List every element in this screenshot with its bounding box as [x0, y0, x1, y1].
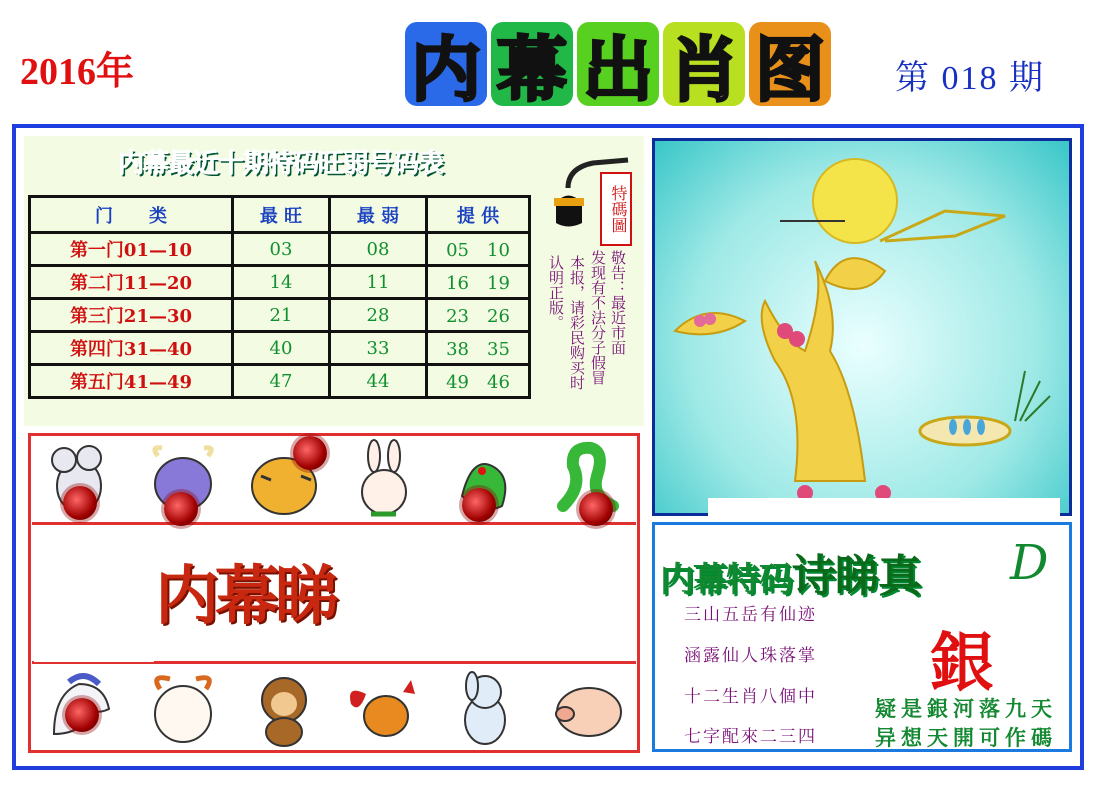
title-char: 肖 [663, 22, 745, 106]
stamp-label: 特碼圖 [600, 172, 632, 246]
poem-line: 七字配來二三四 [684, 727, 817, 747]
tree-moon-illustration [655, 141, 1069, 513]
ox-icon [140, 436, 226, 522]
gate-cell: 第五门41—49 [30, 365, 233, 398]
cold-cell: 08 [330, 233, 427, 266]
marker-dot [293, 436, 327, 470]
decorative-letter: D [1010, 535, 1049, 591]
year-label: 2016年 [20, 51, 135, 93]
table-row [30, 365, 530, 398]
notice-text: 本报，请彩民购买时 [568, 255, 586, 390]
notice-text: 敬告：最近市面 [609, 250, 627, 355]
poem-line: 三山五岳有仙迹 [684, 605, 817, 625]
gate-cell: 第一门01—10 [30, 233, 233, 266]
gate-cell: 第三门21—30 [30, 299, 233, 332]
hot-cold-table [28, 195, 531, 399]
zodiac-row-top [32, 436, 636, 522]
page-title [405, 22, 831, 111]
poem-line: 涵露仙人珠落掌 [684, 646, 817, 666]
poem-title-big: 诗睇真 [792, 551, 921, 602]
poem-title-small: 内幕特码 [660, 560, 792, 600]
cold-cell: 44 [330, 365, 427, 398]
title-char: 图 [749, 22, 831, 106]
banner-text: 内幕睇 [155, 560, 335, 634]
poem-side-line: 疑是銀河落九天 [875, 697, 1057, 721]
column-header: 提 供 [427, 197, 530, 233]
rooster-icon [341, 664, 427, 750]
provide-cell: 49 46 [427, 365, 530, 398]
title-char: 内 [405, 22, 487, 106]
table-row [30, 233, 530, 266]
poem-title [660, 540, 921, 604]
gate-cell: 第四门31—40 [30, 332, 233, 365]
hot-cell: 21 [233, 299, 330, 332]
table-title: 内幕最近十期特码旺弱号码表 [118, 149, 444, 179]
goat-icon [140, 664, 226, 750]
poem-line: 十二生肖八個中 [684, 687, 817, 707]
provide-cell: 05 10 [427, 233, 530, 266]
table-row [30, 332, 530, 365]
rabbit-icon [341, 436, 427, 522]
rat-icon [39, 436, 125, 522]
issue-number: 第 018 期 [895, 60, 1045, 97]
hot-cell: 47 [233, 365, 330, 398]
riddle-picture [652, 138, 1072, 516]
blank-area [34, 528, 154, 662]
title-char: 幕 [491, 22, 573, 106]
blank-area [312, 528, 630, 660]
provide-cell: 23 26 [427, 299, 530, 332]
notice-text: 认明正版。 [547, 255, 565, 330]
provide-cell: 38 35 [427, 332, 530, 365]
caption-strip [708, 498, 1060, 520]
table-header-row [30, 197, 530, 233]
snake-icon [543, 436, 629, 522]
column-header: 门 类 [30, 197, 233, 233]
table-row [30, 266, 530, 299]
dog-icon [442, 664, 528, 750]
poem-side-line: 异想天開可作碼 [875, 726, 1057, 750]
cold-cell: 33 [330, 332, 427, 365]
hot-cell: 40 [233, 332, 330, 365]
provide-cell: 16 19 [427, 266, 530, 299]
horse-icon [39, 664, 125, 750]
tiger-icon [241, 436, 327, 522]
monkey-icon [241, 664, 327, 750]
hot-cell: 14 [233, 266, 330, 299]
notice-text: 发现有不法分子假冒 [589, 250, 607, 385]
title-char: 出 [577, 22, 659, 106]
marker-dot [579, 492, 613, 526]
marker-dot [164, 492, 198, 526]
gate-cell: 第二门11—20 [30, 266, 233, 299]
column-header: 最 弱 [330, 197, 427, 233]
zodiac-row-bottom [32, 664, 636, 750]
pig-icon [543, 664, 629, 750]
hot-cell: 03 [233, 233, 330, 266]
cold-cell: 28 [330, 299, 427, 332]
marker-dot [462, 488, 496, 522]
column-header: 最 旺 [233, 197, 330, 233]
cold-cell: 11 [330, 266, 427, 299]
table-row [30, 299, 530, 332]
dragon-icon [442, 436, 528, 522]
hint-character: 銀 [930, 627, 994, 701]
